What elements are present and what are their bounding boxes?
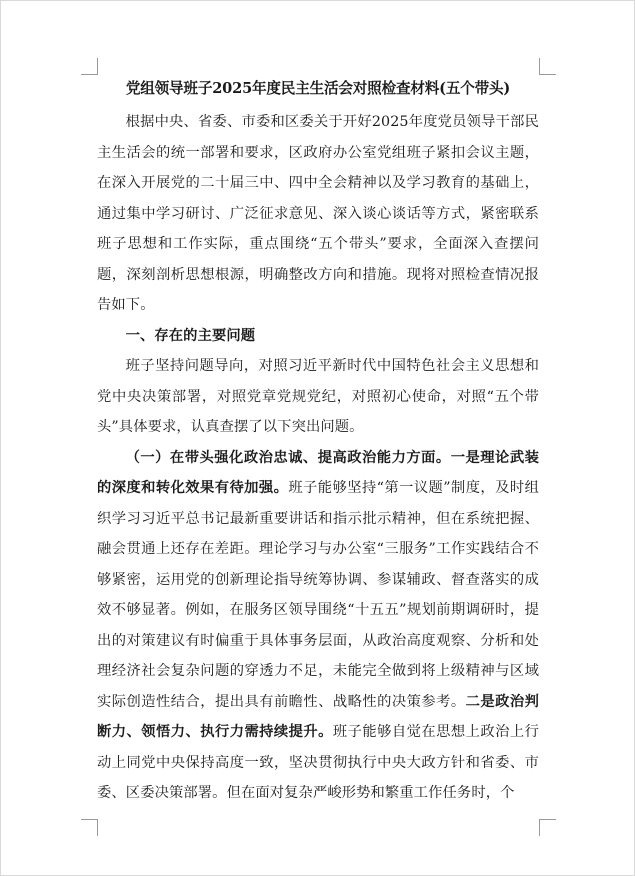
- point-one-body: 班子能够坚持“第一议题”制度，及时组织学习习近平总书记最新重要讲话和指示批示精神，但在系统把握、融会贯通上还存在差距。理论学习与办公室“三服务”工作实践结合不够紧密，运用党的创新理论指导统筹协调、参谋辅政、督查落实的成效不够显著。例如，在服务区领导围绕“十五五”规划前期调研时，提出的对策建议有时偏重于具体事务层面，从政治高度观察、分析和处理经济社会复杂问题的穿透力不足，未能完全做到将上级精神与区域实际创造性结合，提出具有前瞻性、战略性的决策参考。: [97, 480, 539, 710]
- point-two-heading: 二是政治判断力、领悟力、执行力需持续提升。: [97, 693, 540, 740]
- section-heading: 一、存在的主要问题: [125, 327, 256, 344]
- subsection-heading: （一）在带头强化政治忠诚、提高政治能力方面。: [125, 449, 451, 466]
- crop-mark-top-right: [539, 58, 556, 75]
- section-intro-paragraph: 班子坚持问题导向，对照习近平新时代中国特色社会主义思想和党中央决策部署，对照党章党规党纪，对照初心使命，对照“五个带头”具体要求，认真查摆了以下突出问题。: [97, 358, 539, 435]
- crop-mark-bottom-right: [539, 819, 556, 836]
- point-one-heading: 一是理论武装的深度和转化效果有待加强。: [97, 449, 539, 496]
- intro-paragraph: 根据中央、省委、市委和区委关于开好2025年度党员领导干部民主生活会的统一部署和要求，区政府办公室党组班子紧扣会议主题，在深入开展党的二十届三中、四中全会精神以及学习教育的基础上，通过集中学习研讨、广泛征求意见、深入谈心谈话等方式，紧密联系班子思想和工作实际，重点围绕“五个带头”要求，全面深入查摆问题，深刻剖析思想根源，明确整改方向和措施。现将对照检查情况报告如下。: [97, 114, 539, 313]
- crop-mark-bottom-left: [81, 819, 98, 836]
- document-body: [97, 71, 539, 809]
- subsection-paragraph: [97, 443, 539, 809]
- crop-mark-top-left: [81, 58, 98, 75]
- document-title: 党组领导班子2025年度民主生活会对照检查材料(五个带头): [125, 80, 511, 97]
- point-two-body: 班子能够自觉在思想上政治上行动上同党中央保持高度一致，坚决贯彻执行中央大政方针和省委、市委、区委决策部署。但在面对复杂严峻形势和繁重工作任务时，个: [97, 724, 539, 801]
